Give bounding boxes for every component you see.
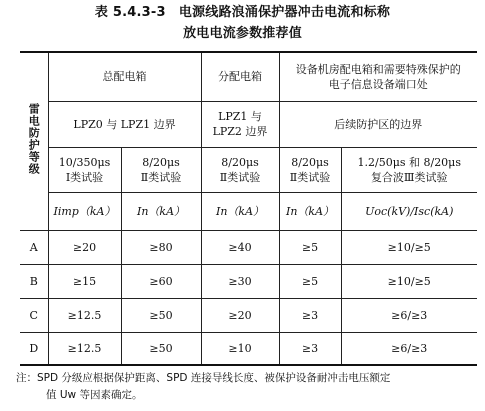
note-line2: 值 Uw 等因素确定。 <box>46 389 143 401</box>
waveform-5-line1: 1.2/50μs 和 8/20μs <box>357 155 461 169</box>
zone-sub-line1: LPZ1 与 <box>218 110 262 123</box>
spd-parameter-table <box>20 51 477 366</box>
zone-equipment: 后续防护区的边界 <box>279 101 477 147</box>
zone-sub-line2: LPZ2 边界 <box>212 125 268 138</box>
waveform-2-line2: Ⅱ类试验 <box>140 170 182 184</box>
waveform-cell-2 <box>121 147 201 192</box>
value-cell: ≥6/≥3 <box>341 332 477 365</box>
unit-cell-4: In（kA） <box>279 192 341 230</box>
level-cell: A <box>20 230 48 264</box>
value-cell: ≥12.5 <box>48 332 121 365</box>
table-title-line1: 表 5.4.3-3 电源线路浪涌保护器冲击电流和标称 <box>94 5 391 20</box>
waveform-2-line1: 8/20μs <box>142 155 180 169</box>
value-cell: ≥50 <box>121 298 201 332</box>
waveform-3-line2: Ⅱ类试验 <box>219 170 261 184</box>
table-row <box>20 264 477 298</box>
waveform-cell-1 <box>48 147 121 192</box>
unit-cell-5: Uoc(kV)/Isc(kA) <box>341 192 477 230</box>
row-header-cell <box>20 52 48 230</box>
waveform-1-line2: Ⅰ类试验 <box>65 170 104 184</box>
note-line1: 注：SPD 分级应根据保护距离、SPD 连接导线长度、被保护设备耐冲击电压额定 <box>16 372 391 384</box>
group-equipment-panel: 设备机房配电箱和需要特殊保护的电子信息设备端口处 <box>279 52 477 101</box>
level-cell: D <box>20 332 48 365</box>
value-cell: ≥15 <box>48 264 121 298</box>
waveform-5-line2: 复合波Ⅲ类试验 <box>370 170 448 184</box>
table-row <box>20 332 477 365</box>
value-cell: ≥5 <box>279 264 341 298</box>
value-cell: ≥3 <box>279 332 341 365</box>
unit-cell-1: Iimp（kA） <box>48 192 121 230</box>
value-cell: ≥3 <box>279 298 341 332</box>
waveform-4-line2: Ⅱ类试验 <box>289 170 331 184</box>
row-header-label: 雷电防护等级 <box>27 103 41 176</box>
waveform-3-line1: 8/20μs <box>221 155 259 169</box>
waveform-cell-4 <box>279 147 341 192</box>
group-main-panel: 总配电箱 <box>48 52 201 101</box>
zone-sub <box>201 101 279 147</box>
value-cell: ≥40 <box>201 230 279 264</box>
level-cell: B <box>20 264 48 298</box>
table-row <box>20 230 477 264</box>
value-cell: ≥10 <box>201 332 279 365</box>
value-cell: ≥10/≥5 <box>341 230 477 264</box>
zone-main: LPZ0 与 LPZ1 边界 <box>48 101 201 147</box>
table-title-line2: 放电电流参数推荐值 <box>183 26 302 41</box>
group-sub-panel: 分配电箱 <box>201 52 279 101</box>
waveform-1-line1: 10/350μs <box>58 155 111 169</box>
value-cell: ≥12.5 <box>48 298 121 332</box>
value-cell: ≥6/≥3 <box>341 298 477 332</box>
value-cell: ≥50 <box>121 332 201 365</box>
table-note <box>16 370 476 404</box>
value-cell: ≥60 <box>121 264 201 298</box>
value-cell: ≥10/≥5 <box>341 264 477 298</box>
value-cell: ≥30 <box>201 264 279 298</box>
waveform-4-line1: 8/20μs <box>291 155 329 169</box>
table-row <box>20 298 477 332</box>
unit-cell-2: In（kA） <box>121 192 201 230</box>
waveform-cell-3 <box>201 147 279 192</box>
level-cell: C <box>20 298 48 332</box>
waveform-cell-5 <box>341 147 477 192</box>
value-cell: ≥20 <box>48 230 121 264</box>
unit-cell-3: In（kA） <box>201 192 279 230</box>
value-cell: ≥5 <box>279 230 341 264</box>
value-cell: ≥20 <box>201 298 279 332</box>
value-cell: ≥80 <box>121 230 201 264</box>
